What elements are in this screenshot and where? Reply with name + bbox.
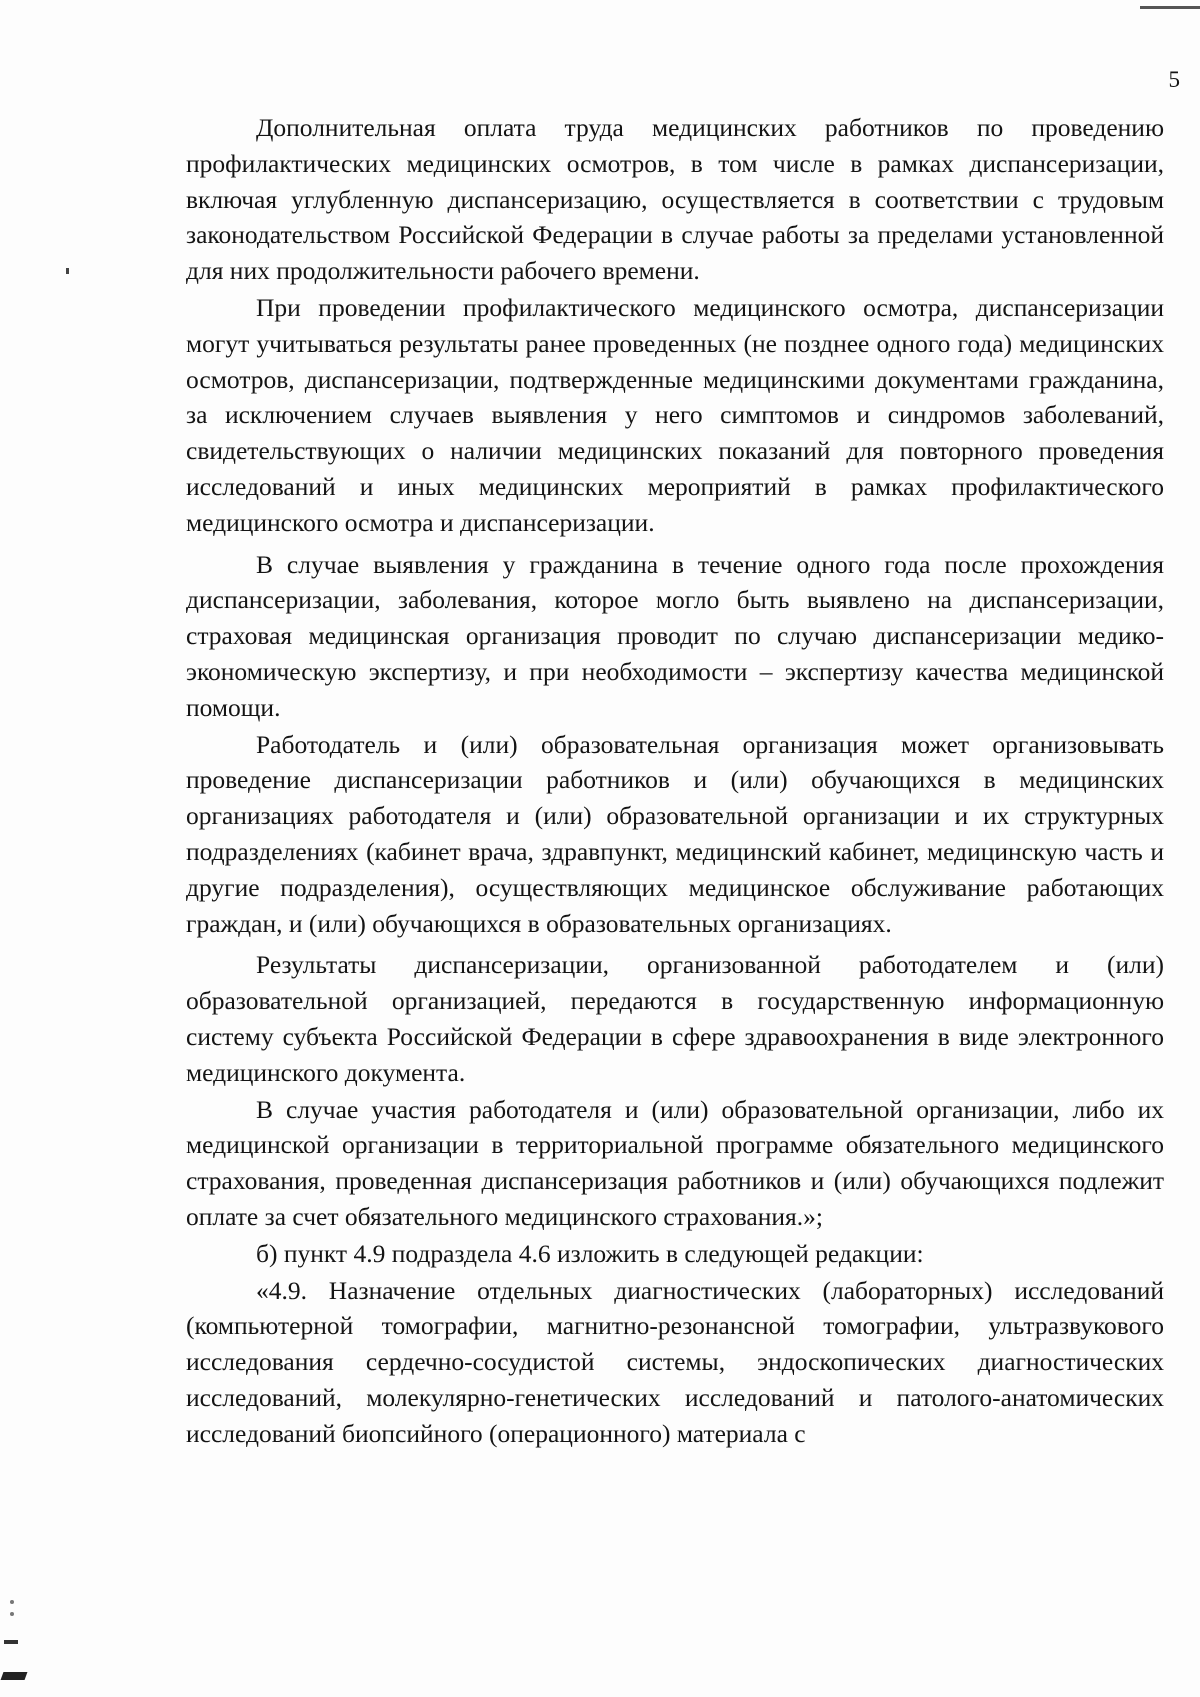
scan-mark [66,268,69,274]
scan-speck [10,1612,14,1616]
paragraph: «4.9. Назначение отдельных диагностических (лабораторных) исследований (компьютерной томографии, магнитно-резонансной томографии, ультразвукового исследования сердечно-сосудистой системы, эндоскопических диагностических исследований, молекулярно-генетических исследований и патолого-анатомических исследований биопсийного (операционного) материала с [186,1275,1164,1448]
paragraph: В случае участия работодателя и (или) образовательной организации, либо их медицинской организации в территориальной программе обязательного медицинского страхования, проведенная диспансеризация работников и (или) обучающихся подлежит оплате за счет обязательного медицинского страхования.»; [186,1094,1164,1231]
scan-mark [1,1672,28,1680]
paragraph: В случае выявления у гражданина в течение одного года после прохождения диспансеризации, заболевания, которое могло быть выявлено на диспансеризации, страховая медицинская организация проводит по случаю диспансеризации медико-экономическую экспертизу, и при необходимости – экспертизу качества медицинской помощи. [186,549,1164,722]
scan-speck [10,1600,14,1604]
scan-mark [4,1640,18,1644]
scan-edge-line [1140,6,1200,9]
paragraph: Результаты диспансеризации, организованной работодателем и (или) образовательной организацией, передаются в государственную информационную систему субъекта Российской Федерации в сфере здравоохранения в виде электронного медицинского документа. [186,950,1164,1087]
document-body [186,110,1164,1451]
paragraph: При проведении профилактического медицинского осмотра, диспансеризации могут учитываться результаты ранее проведенных (не позднее одного года) медицинских осмотров, диспансеризации, подтвержденные медицинскими документами гражданина, за исключением случаев выявления у него симптомов и синдромов заболеваний, свидетельствующих о наличии медицинских показаний для повторного проведения исследований и иных медицинских мероприятий в рамках профилактического медицинского осмотра и диспансеризации. [186,292,1164,537]
page-number: 5 [1168,67,1180,92]
paragraph: Работодатель и (или) образовательная организация может организовывать проведение диспансеризации работников и (или) обучающихся в медицинских организациях работодателя и (или) образовательной организации и их структурных подразделениях (кабинет врача, здравпункт, медицинский кабинет, медицинскую часть и другие подразделения), осуществляющих медицинское обслуживание работающих граждан, и (или) обучающихся в образовательных организациях. [186,729,1164,938]
paragraph: Дополнительная оплата труда медицинских работников по проведению профилактических медицинских осмотров, в том числе в рамках диспансеризации, включая углубленную диспансеризацию, осуществляется в соответствии с трудовым законодательством Российской Федерации в случае работы за пределами установленной для них продолжительности рабочего времени. [186,113,1164,286]
paragraph: б) пункт 4.9 подраздела 4.6 изложить в следующей редакции: [256,1238,924,1268]
